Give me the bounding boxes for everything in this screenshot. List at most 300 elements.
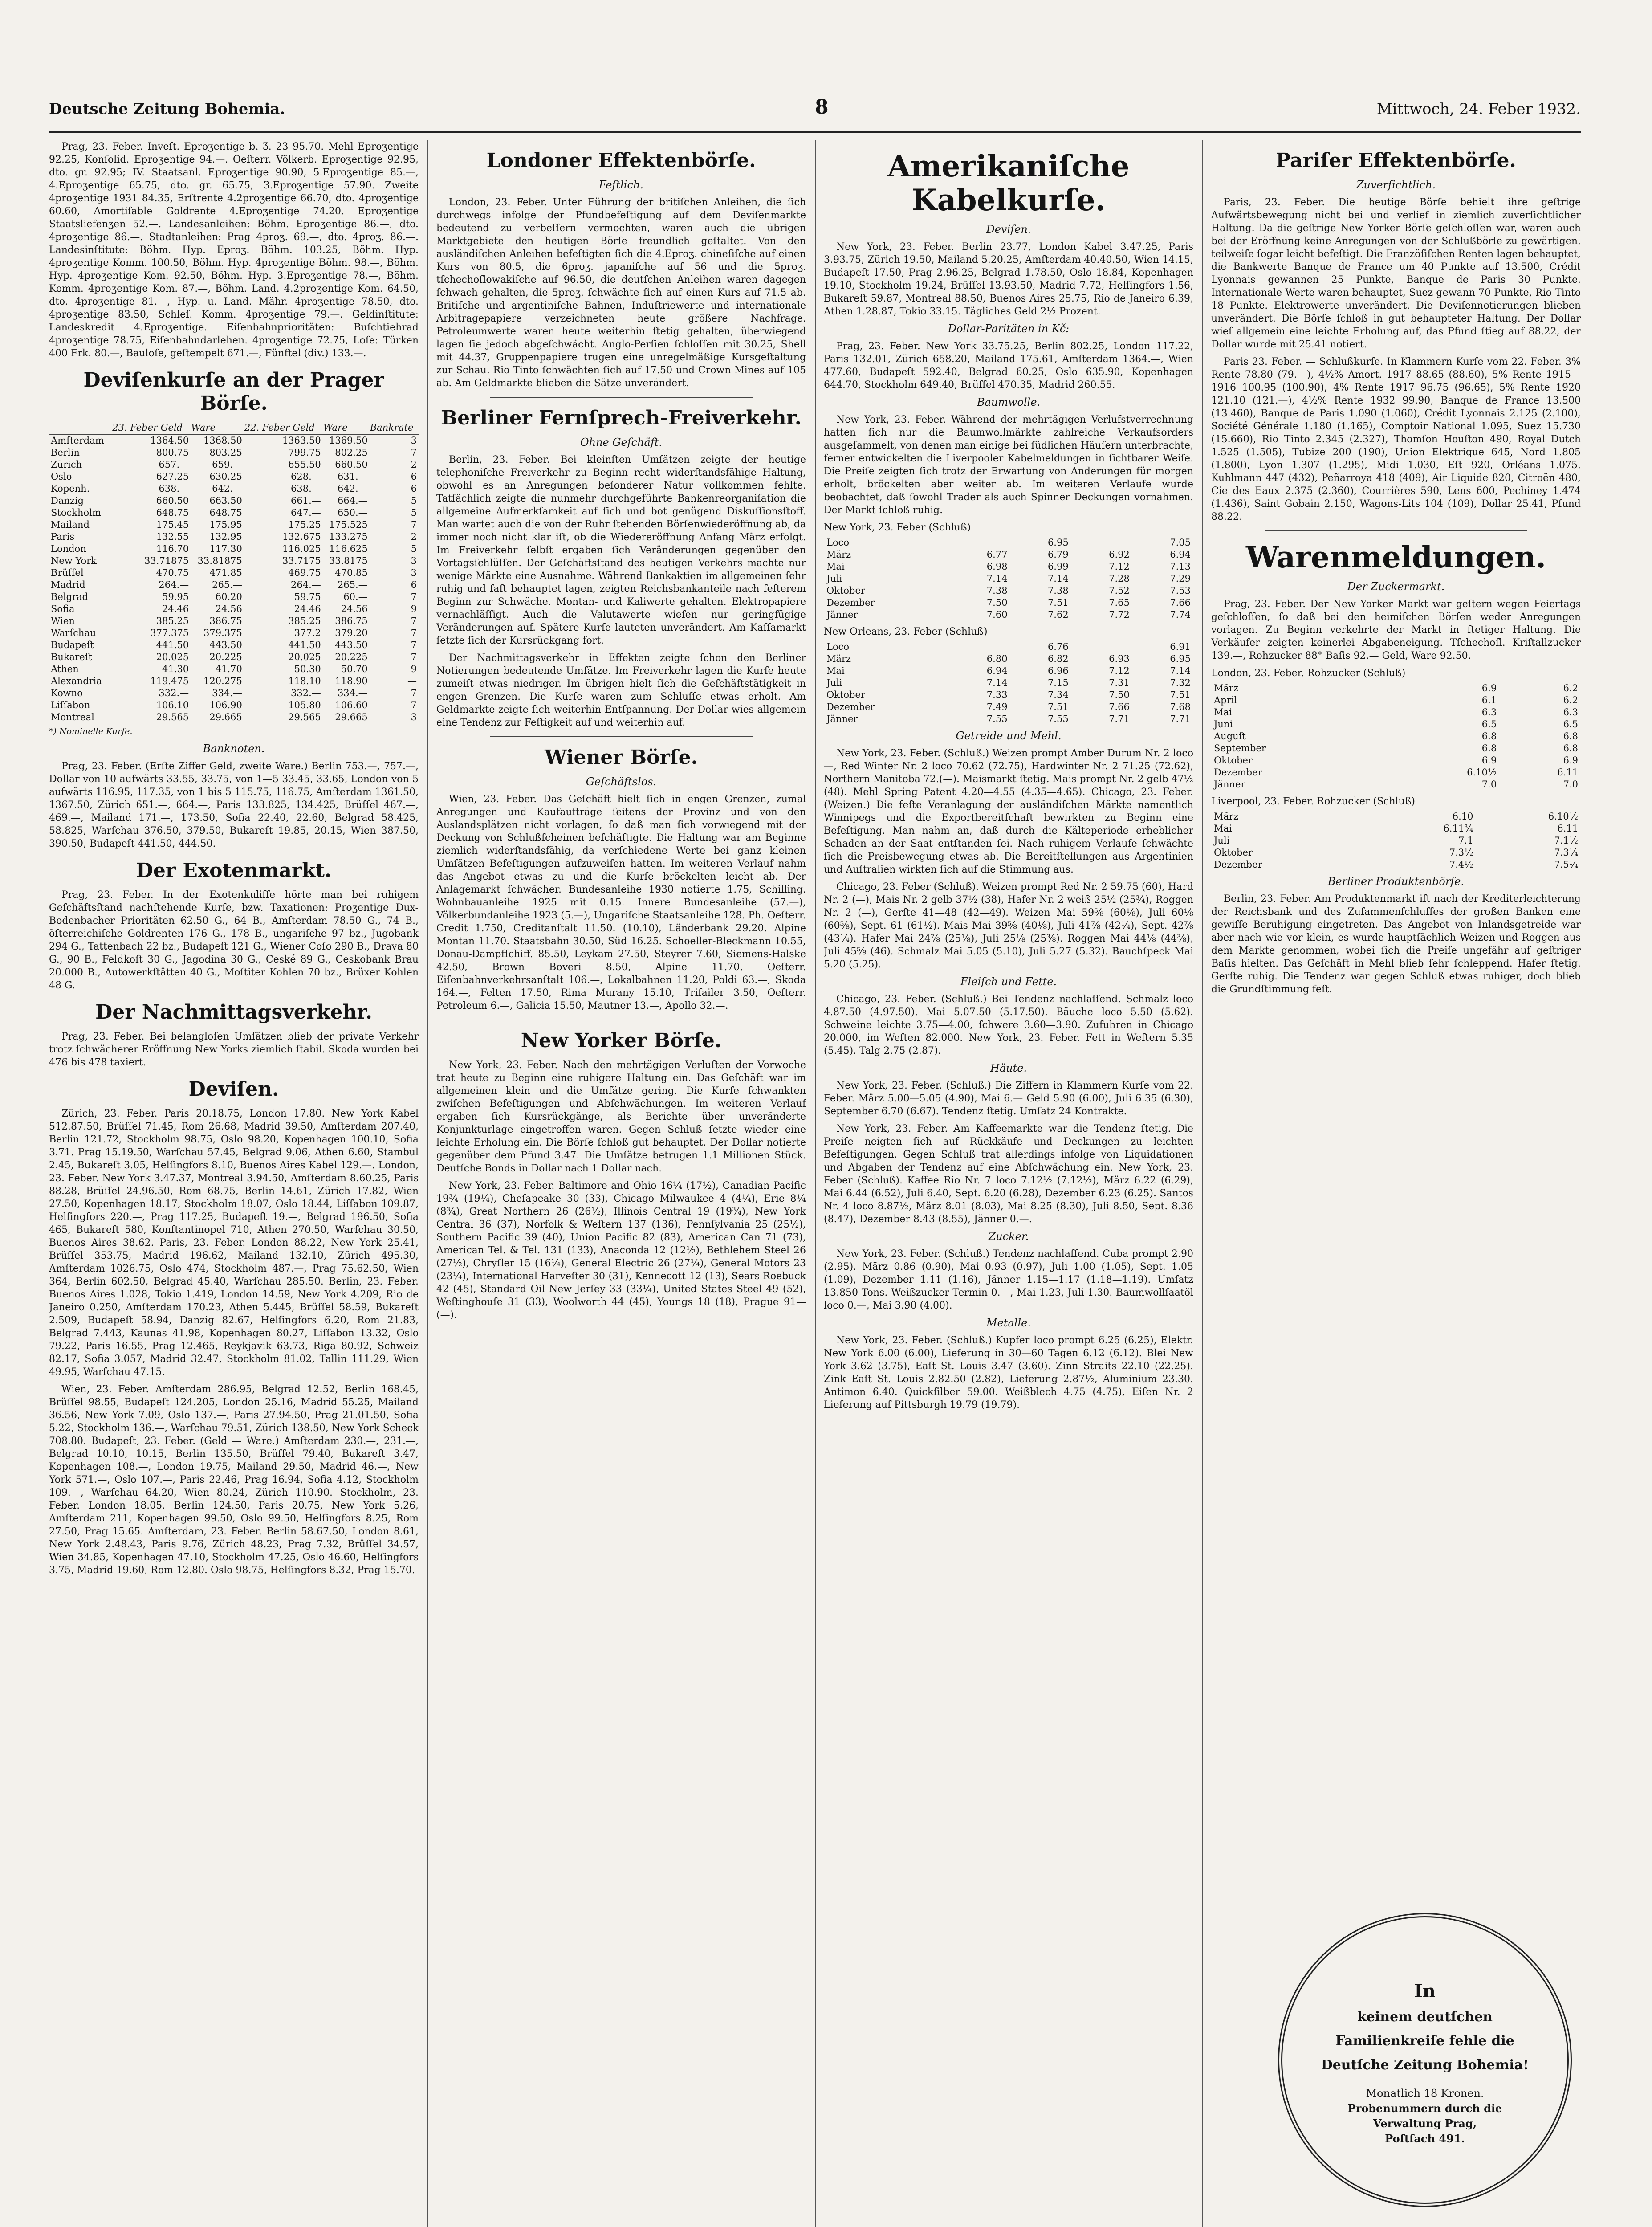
table-cell: 9 bbox=[411, 604, 417, 614]
table-row bbox=[824, 677, 1193, 689]
table-cell: 6.99 bbox=[1047, 561, 1069, 572]
table-cell: 6.10 bbox=[1452, 811, 1473, 822]
table-cell: 7.68 bbox=[1170, 702, 1191, 712]
table-cell: 7.29 bbox=[1170, 573, 1191, 584]
section-heading: New Yorker Börſe. bbox=[521, 1029, 722, 1052]
exchange-rates-table bbox=[49, 421, 419, 723]
table-cell: 7.4½ bbox=[1449, 859, 1473, 870]
table-cell: 379.20 bbox=[335, 628, 368, 638]
article-text: New York, 23. Feber. Am Kaffeemarkte war die Tendenz ſtetig. Die Preiſe neigten ſich auf Rückkäufe und Deckungen zu leichten Befeſtigungen. Gegen Schluß trat allerdings infolge von Liquidationen und Abgaben der Tendenz auf eine Abſchwächung ein. New York, 23. Feber (Schluß). Kaffee Rio Nr. 7 loco 7.12½ (7.12½), März 6.22 (6.29), Mai 6.44 (6.52), Juli 6.40, Sept. 6.20 (6.28), Dezember 6.23 (6.25). Santos Nr. 4 loco 8.87½, März 8.01 (8.03), Mai 8.25 (8.30), Juli 8.50, Sept. 8.36 (8.47), Dezember 8.43 (8.55), Jänner 0.—. bbox=[824, 1123, 1193, 1225]
table-cell: 118.90 bbox=[335, 676, 368, 686]
ad-line: In bbox=[1414, 1981, 1436, 2002]
table-cell: 660.50 bbox=[335, 459, 368, 470]
table-cell: Loco bbox=[826, 641, 849, 652]
table-cell: 6.91 bbox=[1170, 641, 1191, 652]
table-cell: 106.10 bbox=[156, 700, 189, 710]
table-cell: Sofia bbox=[51, 604, 75, 614]
table-cell: 7.53 bbox=[1170, 585, 1191, 596]
table-cell: 6.93 bbox=[1109, 653, 1130, 664]
table-row bbox=[1211, 847, 1581, 859]
table-row bbox=[824, 585, 1193, 597]
masthead-left: Deutsche Zeitung Bohemia. bbox=[49, 100, 285, 118]
article-text: New York, 23. Feber. Nach den mehrtägigen Verluſten der Vorwoche trat heute zu Beginn eine ruhigere Haltung ein. Das Geſchäft war im allgemeinen klein und die Umſätze gering. Die Kurſe ſchwankten zwiſchen Befeſtigungen und Abſchwächungen. Im weiteren Verlauf ergaben ſich Kursrückgänge, als Berichte über unveränderte Konjunkturlage eingetroffen waren. Gegen Schluß ſetzte wieder eine leichte Erholung ein. Die Börſe ſchloß gut behauptet. Der Dollar notierte gegenüber dem Pfund 3.47. Die Umſätze betrugen 1.1 Millionen Stück. Deutſche Bonds in Dollar nach 1 Dollar nach. bbox=[436, 1060, 806, 1174]
subsection-heading: Baumwolle. bbox=[977, 396, 1041, 408]
table-cell: 5 bbox=[411, 507, 417, 518]
column-3 bbox=[824, 140, 1193, 2227]
table-cell: 386.75 bbox=[209, 616, 242, 626]
table-row bbox=[49, 711, 419, 723]
table-cell: September bbox=[1214, 743, 1266, 754]
article-text: Chicago, 23. Feber (Schluß). Weizen prompt Red Nr. 2 59.75 (60), Hard Nr. 2 (—), Mais Nr. 2 gelb 37½ (38), Hafer Nr. 2 weiß 25½ (25¾), Roggen Nr. 2 (—), Gerſte 41—48 (42—49). Weizen Mai 59⅝ (60⅛), Juli 60⅛ (60⅝), Sept. 61 (61½). Mais Mai 39⅝ (40⅛), Juli 41⅞ (42¼), Sept. 42⅞ (43¼). Hafer Mai 24⅞ (25⅛), Juli 25⅛ (25⅜). Roggen Mai 44⅛ (44⅜), Juli 45⅝ (46). Schmalz Mai 5.05 (5.10), Juli 5.27 (5.32). Bauchſpeck Mai 5.20 (5.25). bbox=[824, 881, 1193, 970]
table-cell: 60.— bbox=[343, 591, 368, 602]
table-cell: 6.98 bbox=[986, 561, 1008, 572]
table-cell: 116.025 bbox=[282, 543, 321, 554]
table-row bbox=[49, 699, 419, 711]
subsection-heading: Metalle. bbox=[986, 1317, 1031, 1329]
table-cell: 7.74 bbox=[1170, 609, 1191, 620]
table-cell: 20.225 bbox=[209, 652, 242, 662]
table-cell: 7.3½ bbox=[1449, 847, 1473, 858]
table-cell: 6.10½ bbox=[1548, 811, 1578, 822]
table-cell: 647.— bbox=[291, 507, 321, 518]
table-cell: 6.3 bbox=[1563, 707, 1578, 718]
subsection-heading: Ohne Geſchäft. bbox=[580, 436, 663, 449]
table-cell: 116.70 bbox=[156, 543, 189, 554]
table-cell: Budapeſt bbox=[51, 640, 94, 650]
table-cell: 7.62 bbox=[1047, 609, 1069, 620]
table-cell: Athen bbox=[51, 664, 79, 674]
table-cell: 7.50 bbox=[986, 597, 1008, 608]
ad-line: Deutſche Zeitung Bohemia! bbox=[1321, 2057, 1529, 2073]
table-cell: 657.— bbox=[159, 459, 189, 470]
table-row bbox=[1211, 767, 1581, 779]
table-cell: Stockholm bbox=[51, 507, 101, 518]
table-cell: 6.77 bbox=[986, 549, 1008, 560]
subsection-heading: Häute. bbox=[990, 1062, 1027, 1074]
table-cell: 3 bbox=[411, 712, 417, 722]
table-cell: 7.14 bbox=[1047, 573, 1069, 584]
table-cell: 7.51 bbox=[1047, 702, 1069, 712]
table-cell: Kopenh. bbox=[51, 483, 90, 494]
article-text: Berlin, 23. Feber. Am Produktenmarkt iſt nach der Krediterleichterung der Reichsbank und des Zuſammenſchluſſes der großen Banken eine gewiſſe Beruhigung eingetreten. Das Angebot von Inlandsgetreide war aber nach wie vor klein, es wurde hauptſächlich Weizen und Roggen aus dem Markte genommen, wobei ſich die Preiſe ungefähr auf geſtriger Baſis hielten. Das Geſchäft in Mehl blieb ſehr ſchleppend. Hafer ſtetig. Gerſte ruhig. Die Tendenz war gegen Schluß etwas ruhiger, doch blieb die Grundſtimmung feſt. bbox=[1211, 893, 1581, 995]
table-cell: 7.38 bbox=[986, 585, 1008, 596]
table-cell: April bbox=[1214, 695, 1237, 706]
table-cell: 7.0 bbox=[1563, 779, 1578, 790]
table-row bbox=[49, 675, 419, 687]
table-cell: 29.565 bbox=[288, 712, 321, 722]
table-cell: 7.50 bbox=[1109, 689, 1130, 700]
subsection-heading: Deviſen. bbox=[986, 223, 1031, 236]
table-cell: 7.55 bbox=[1047, 714, 1069, 724]
table-footnote: *) Nominelle Kurſe. bbox=[49, 726, 133, 736]
table-row bbox=[824, 609, 1193, 621]
table-cell: Zürich bbox=[51, 459, 82, 470]
table-cell: 29.565 bbox=[156, 712, 189, 722]
table-cell: Kowno bbox=[51, 688, 83, 698]
table-cell: Auguſt bbox=[1214, 731, 1246, 742]
issue-date: Mittwoch, 24. Feber 1932. bbox=[1376, 100, 1581, 118]
table-cell: Danzig bbox=[51, 495, 84, 506]
table-cell: 6.11 bbox=[1557, 767, 1578, 778]
table-row bbox=[1211, 779, 1581, 791]
table-cell: Liſſabon bbox=[51, 700, 90, 710]
table-cell: 6.8 bbox=[1563, 731, 1578, 742]
table-cell: 655.50 bbox=[288, 459, 321, 470]
table-cell: 24.46 bbox=[162, 604, 189, 614]
table-cell: 24.46 bbox=[294, 604, 321, 614]
table-cell: 133.275 bbox=[329, 531, 368, 542]
column-header: 22. Feber Geld bbox=[244, 421, 323, 435]
table-row bbox=[49, 639, 419, 651]
table-row bbox=[49, 663, 419, 675]
column-divider bbox=[815, 140, 816, 2227]
table-cell: 7 bbox=[411, 519, 417, 530]
table-cell: 33.81875 bbox=[197, 555, 242, 566]
page-header bbox=[49, 96, 1581, 127]
table-cell: Dezember bbox=[1214, 767, 1262, 778]
table-cell: 7 bbox=[411, 640, 417, 650]
table-cell: 7.12 bbox=[1109, 665, 1130, 676]
table-cell: 642.— bbox=[337, 483, 368, 494]
column-1 bbox=[49, 140, 419, 2227]
article-text: New York, 23. Feber. (Schluß.) Weizen prompt Amber Durum Nr. 2 loco —, Red Winter Nr. 2 loco 70.62 (72.75), Hardwinter Nr. 2 71.25 (72.62), Northern Manitoba 72.(—). Maismarkt ſtetig. Mais prompt Nr. 2 gelb 47½ (48). Mehl Spring Patent 4.20—4.55 (4.35—4.65). Chicago, 23. Feber. (Weizen.) Die feſte Veranlagung der ausländiſchen Märkte namentlich Winnipegs und die Exportbereitſchaft bewirkten zu Beginn eine Befeſtigung. Man nahm an, daß durch die Kälteperiode erheblicher Schaden an der Saat entſtanden ſei. Nach ruhigem Verlaufe ſchwächte ſich die Preisbewegung etwas ab. Die Bereitſtellungen aus Argentinien und Auſtralien wirkten ſich auf die Stimmung aus. bbox=[824, 748, 1193, 875]
table-cell: 175.25 bbox=[288, 519, 321, 530]
table-cell: Mai bbox=[1214, 707, 1232, 718]
table-cell: 6.9 bbox=[1481, 755, 1497, 766]
table-row bbox=[1211, 811, 1581, 823]
table-cell: 6.94 bbox=[1170, 549, 1191, 560]
table-cell: 6.80 bbox=[986, 653, 1008, 664]
column-header: 23. Feber Geld bbox=[112, 421, 191, 435]
subsection-heading: Banknoten. bbox=[203, 742, 265, 755]
table-cell: 628.— bbox=[291, 471, 321, 482]
subsection-heading: Getreide und Mehl. bbox=[956, 730, 1062, 742]
article-text: New York, 23. Feber. Baltimore and Ohio 16¼ (17½), Canadian Pacific 19¾ (19¼), Cheſapeake 30 (33), Chicago Milwaukee 4 (4¼), Erie 8¼ (8¾), Great Northern 26 (26½), Illinois Central 19 (19¾), New York Central 36 (37), Norfolk & Weſtern 137 (136), Pennſylvania 25 (25½), Southern Pacific 39 (40), Union Pacific 82 (83), American Can 71 (73), American Tel. & Tel. 131 (133), Anaconda 12 (12½), Bethlehem Steel 26 (27½), Chryſler 15 (16¼), General Electric 26 (27¼), General Motors 23 (23¼), International Harveſter 30 (31), Kennecott 12 (13), Sears Roebuck 42 (45), Standard Oil New Jerſey 33 (33¼), United States Steel 49 (52), Weſtinghouſe 31 (33), Woolworth 44 (45), Youngs 18 (18), Prague 91—(—). bbox=[436, 1180, 806, 1321]
table-cell: 29.665 bbox=[335, 712, 368, 722]
table-row bbox=[824, 641, 1193, 653]
table-cell: Montreal bbox=[51, 712, 94, 722]
table-row bbox=[824, 549, 1193, 561]
subsection-heading: Der Zuckermarkt. bbox=[1347, 580, 1445, 593]
table-cell: 6.8 bbox=[1481, 731, 1497, 742]
table-row bbox=[824, 597, 1193, 609]
table-cell: Mai bbox=[1214, 823, 1232, 834]
table-cell: 2 bbox=[411, 459, 417, 470]
table-cell: 7.71 bbox=[1170, 714, 1191, 724]
table-cell: Oktober bbox=[1214, 847, 1253, 858]
table-cell bbox=[1071, 537, 1132, 549]
table-cell: 41.70 bbox=[215, 664, 242, 674]
table-cell: 33.8175 bbox=[329, 555, 368, 566]
table-cell: 7.34 bbox=[1047, 689, 1069, 700]
table-cell: 20.025 bbox=[156, 652, 189, 662]
table-cell: 175.95 bbox=[209, 519, 242, 530]
table-cell: 120.275 bbox=[203, 676, 242, 686]
table-cell bbox=[949, 537, 1010, 549]
table-cell: 385.25 bbox=[288, 616, 321, 626]
article-text: Wien, 23. Feber. Amſterdam 286.95, Belgrad 12.52, Berlin 168.45, Brüſſel 98.55, Budapeſt 124.205, London 25.16, Madrid 55.25, Mailand 36.56, New York 7.09, Oslo 137.—, Paris 27.94.50, Prag 21.01.50, Sofia 5.22, Stockholm 136.—, Warſchau 79.51, Zürich 138.50, New York Scheck 708.80. Budapeſt, 23. Feber. (Geld — Ware.) Amſterdam 230.—, 231.—, Belgrad 10.10, 10.15, Berlin 135.50, Brüſſel 79.40, Bukareſt 3.47, Kopenhagen 108.—, London 19.75, Mailand 29.50, Madrid 46.—, New York 571.—, Oslo 107.—, Paris 22.46, Prag 16.94, Sofia 4.12, Stockholm 109.—, Warſchau 64.20, Wien 80.24, Zürich 110.90. Stockholm, 23. Feber. London 18.05, Berlin 124.50, Paris 20.75, New York 5.26, Amſterdam 211, Kopenhagen 99.50, Oslo 99.50, Helſingfors 8.25, Rom 27.50, Prag 15.65. Amſterdam, 23. Feber. Berlin 58.67.50, London 8.61, New York 2.48.43, Paris 9.76, Zürich 48.23, Prag 7.32, Brüſſel 34.57, Wien 34.85, Kopenhagen 47.10, Stockholm 47.25, Oslo 46.60, Helſingfors 3.75, Madrid 19.60, Rom 12.80. Oslo 98.75, Helſingfors 8.32, Prag 15.70. bbox=[49, 1384, 419, 1576]
table-row bbox=[49, 543, 419, 555]
table-cell: 7 bbox=[411, 652, 417, 662]
table-cell: 650.— bbox=[337, 507, 368, 518]
table-cell: 41.30 bbox=[162, 664, 189, 674]
table-cell: 6.76 bbox=[1047, 641, 1069, 652]
table-cell: 627.25 bbox=[156, 471, 189, 482]
table-cell: 6 bbox=[411, 579, 417, 590]
table-cell: 7 bbox=[411, 700, 417, 710]
table-cell: 265.— bbox=[337, 579, 368, 590]
table-cell: 659.— bbox=[212, 459, 242, 470]
table-row bbox=[49, 495, 419, 507]
table-cell: Oktober bbox=[826, 585, 865, 596]
table-cell: 334.— bbox=[337, 688, 368, 698]
subsection-heading: Feſtlich. bbox=[599, 179, 643, 191]
table-cell: März bbox=[1214, 683, 1239, 693]
table-cell: 648.75 bbox=[156, 507, 189, 518]
table-cell: 9 bbox=[411, 664, 417, 674]
page-number: 8 bbox=[815, 96, 829, 118]
column-header bbox=[49, 421, 112, 435]
divider bbox=[490, 397, 753, 398]
table-cell: 20.025 bbox=[288, 652, 321, 662]
table-cell: 265.— bbox=[212, 579, 242, 590]
article-text: Prag, 23. Feber. Der New Yorker Markt war geſtern wegen Feiertags geſchloſſen, ſo daß bei den heimiſchen Börſen weder Anregungen vorlagen. Zu Beginn verkehrte der Markt in ſtetiger Haltung. Die Verkäufer zeigten keinerlei Abgabeneigung. Tſchechoſl. Kriſtallzucker 139.—, Rohzucker 88° Baſis 92.— Geld, Ware 92.50. bbox=[1211, 599, 1581, 661]
subsection-heading: Fleiſch und Fette. bbox=[960, 975, 1057, 988]
table-cell: 6.5 bbox=[1563, 719, 1578, 730]
table-cell: 7.28 bbox=[1109, 573, 1130, 584]
table-cell: 7.32 bbox=[1170, 677, 1191, 688]
table-cell: New York bbox=[51, 555, 97, 566]
table-cell: März bbox=[1214, 811, 1239, 822]
table-row bbox=[49, 459, 419, 471]
table-cell: 1369.50 bbox=[329, 435, 368, 446]
table-cell: 132.95 bbox=[209, 531, 242, 542]
table-cell: 24.56 bbox=[341, 604, 368, 614]
table-cell: Berlin bbox=[51, 447, 80, 458]
article-text: Zürich, 23. Feber. Paris 20.18.75, London 17.80. New York Kabel 512.87.50, Brüſſel 71.45, Rom 26.68, Madrid 39.50, Amſterdam 207.40, Berlin 121.72, Stockholm 98.75, Oslo 98.20, Kopenhagen 100.10, Sofia 3.71. Prag 15.19.50, Warſchau 57.45, Belgrad 9.06, Athen 6.60, Stambul 2.45, Bukareſt 3.05, Helſingfors 8.10, Buenos Aires Kabel 129.—. London, 23. Feber. New York 3.47.37, Montreal 3.94.50, Amſterdam 8.60.25, Paris 88.28, Brüſſel 24.96.50, Rom 68.75, Berlin 14.61, Zürich 17.82, Wien 27.50, Kopenhagen 18.17, Stockholm 18.07, Oslo 18.44, Liſſabon 109.87, Helſingfors 220.—, Prag 117.25, Budapeſt 19.—, Belgrad 196.50, Sofia 465, Bukareſt 580, Konſtantinopel 710, Athen 270.50, Warſchau 30.50, Buenos Aires 38.62. Paris, 23. Feber. London 88.22, New York 25.41, Brüſſel 353.75, Madrid 196.62, Mailand 132.10, Zürich 495.30, Amſterdam 1026.75, Oslo 474, Stockholm 487.—, Prag 75.62.50, Wien 364, Berlin 602.50, Belgrad 45.40, Warſchau 285.50. Berlin, 23. Feber. Buenos Aires 1.028, Tokio 1.419, London 14.59, New York 4.209, Rio de Janeiro 0.250, Amſterdam 170.23, Athen 5.445, Brüſſel 58.59, Bukareſt 2.509, Budapeſt 58.94, Danzig 82.67, Helſingfors 6.20, Rom 21.83, Belgrad 7.443, Kaunas 41.98, Kopenhagen 80.27, Liſſabon 13.32, Oslo 79.22, Paris 16.55, Prag 12.465, Reykjavik 63.73, Riga 80.92, Schweiz 82.17, Sofia 3.057, Madrid 32.47, Stockholm 81.02, Tallin 111.29, Wien 49.95, Warſchau 47.15. bbox=[49, 1108, 419, 1378]
table-cell: 379.375 bbox=[203, 628, 242, 638]
table-cell: 106.60 bbox=[335, 700, 368, 710]
table-cell: 7.12 bbox=[1109, 561, 1130, 572]
table-cell: 7.05 bbox=[1170, 537, 1191, 548]
table-row bbox=[1211, 823, 1581, 835]
table-cell: 6.2 bbox=[1563, 695, 1578, 706]
divider bbox=[1265, 530, 1527, 531]
cotton-table-neworleans bbox=[824, 641, 1193, 725]
table-cell: 7 bbox=[411, 616, 417, 626]
table-cell: 1364.50 bbox=[150, 435, 189, 446]
table-row bbox=[824, 689, 1193, 701]
table-cell: 7.51 bbox=[1170, 689, 1191, 700]
table-cell: 664.— bbox=[337, 495, 368, 506]
table-cell: 441.50 bbox=[156, 640, 189, 650]
column-header: Bankrate bbox=[370, 421, 419, 435]
table-cell: 33.7175 bbox=[282, 555, 321, 566]
table-cell: 7.55 bbox=[986, 714, 1008, 724]
article-text: Prag, 23. Feber. Inveſt. Eproʒentige b. Ʒ. 23 95.70. Mehl Eproʒentige 92.25, Konſolid. Eproʒentige 94.—. Oeſterr. Völkerb. Eproʒentige 92.95, dto. gr. 92.95; IV. Staatsanl. Eproʒentige 90.90, 5.Eproʒentige 85.—, 4.Eproʒentige 65.75, dto. gr. 65.75, 3.Eproʒentige 57.90. Zweite 4proʒentige 1931 84.35, Erſtrente 4.2proʒentige 66.70, dto. 4proʒentige 60.60, Amortiſable Goldrente 4.Eproʒentige 74.20. Eproʒentige Staatsliefenʒen 52.—. Landesanleihen: Böhm. Eproʒentige 86.—, dto. 4proʒentige 86.—. Stadtanleihen: Prag 4proʒ. 69.—, dto. 4proʒ. 86.—. Landesinſtitute: Böhm. Hyp. Eproʒ. Böhm. 103.25, Böhm. Hyp. 4proʒentige Komm. 100.50, Böhm. Hyp. 4proʒentige Böhm. 98.—, Böhm. Hyp. 4proʒentige Kom. 92.50, Böhm. Hyp. 3.Eproʒentige 78.—, Böhm. Komm. 4proʒentige Kom. 87.—, Böhm. Land. 4.2proʒentige Kom. 64.50, dto. 4proʒentige 81.—, Hyp. u. Land. Mähr. 4proʒentige 78.50, dto. 4proʒentige 83.50, Schleſ. Komm. 4proʒentige 79.—. Geldinſtitute: Landeskredit 4.Eproʒentige. Eiſenbahnprioritäten: Buſchtiehrad 4proʒentige 78.75, Eiſenbahndarlehen. 4proʒentige 72.75, Loſe: Türken 400 Frk. 80.—, Bauloſe, geſtempelt 671.—, Fünftel (div.) 133.—. bbox=[49, 141, 419, 359]
column-divider bbox=[1202, 140, 1203, 2227]
table-row bbox=[49, 555, 419, 567]
table-cell: 6.79 bbox=[1047, 549, 1069, 560]
section-heading: Der Exotenmarkt. bbox=[136, 859, 332, 882]
table-cell: Brüſſel bbox=[51, 567, 84, 578]
subsection-heading: Berliner Produktenbörſe. bbox=[1327, 875, 1465, 888]
table-row bbox=[49, 483, 419, 495]
article-text: New York, 23. Feber. (Schluß.) Tendenz nachlaſſend. Cuba prompt 2.90 (2.95). März 0.86 (0.90), Mai 0.93 (0.97), Juli 1.00 (1.05), Sept. 1.05 (1.09), Dezember 1.11 (1.16), Jänner 1.15—1.17 (1.18—1.19). Umſatz 13.850 Tons. Weißzucker Termin 0.—, Mai 1.23, Juli 1.30. Baumwollſaatöl loco 0.—, Mai 3.90 (4.00). bbox=[824, 1248, 1193, 1311]
table-cell: 105.80 bbox=[288, 700, 321, 710]
article-text: Chicago, 23. Feber. (Schluß.) Bei Tendenz nachlaſſend. Schmalz loco 4.87.50 (4.97.50), Mai 5.07.50 (5.17.50). Bäuche loco 5.50 (5.62). Schweine leichte 3.75—4.00, ſchwere 3.60—3.90. Zufuhren in Chicago 20.000, im Weſten 82.000. New York, 23. Feber. Fett in Weſtern 5.35 (5.45). Talg 2.75 (2.87). bbox=[824, 994, 1193, 1056]
ad-line: Monatlich 18 Kronen. bbox=[1366, 2087, 1484, 2100]
table-cell: 6.10½ bbox=[1467, 767, 1497, 778]
table-cell: 7.14 bbox=[986, 677, 1008, 688]
table-cell: Jänner bbox=[1214, 779, 1245, 790]
table-cell: 6.11 bbox=[1557, 823, 1578, 834]
section-heading: Der Nachmittagsverkehr. bbox=[95, 1001, 372, 1024]
header-rule bbox=[49, 131, 1581, 133]
table-cell: 175.45 bbox=[156, 519, 189, 530]
table-cell: Juli bbox=[826, 677, 842, 688]
column-divider bbox=[427, 140, 428, 2227]
cotton-table-newyork bbox=[824, 537, 1193, 621]
table-row bbox=[1211, 755, 1581, 767]
table-row bbox=[824, 701, 1193, 713]
table-cell: Oktober bbox=[1214, 755, 1253, 766]
table-cell: Jänner bbox=[826, 609, 858, 620]
table-cell: 7.60 bbox=[986, 609, 1008, 620]
table-cell: 50.70 bbox=[341, 664, 368, 674]
table-row bbox=[1211, 835, 1581, 847]
table-cell: 7.49 bbox=[986, 702, 1008, 712]
table-cell: 6.94 bbox=[986, 665, 1008, 676]
article-text: Berlin, 23. Feber. Bei kleinſten Umſätzen zeigte der heutige telephoniſche Freiverkehr zu Beginn recht widerſtandsfähige Haltung, obwohl es an Anregungen beſonderer Natur vollkommen fehlte. Tatſächlich zeigte die nunmehr durchgeführte Bankenreorganiſation die allgemeine Aufmerkſamkeit auf ſich und bot genügend Diskuſſionsſtoff. Man wartet auch die von der Ruhr ſtehenden Börſenwiederöffnung ab, da immer noch nicht klar iſt, ob die Wiedereröffnung Anfang März erfolgt. Im Freiverkehr ſelbſt ergaben ſich Veränderungen gegenüber den Vortagsſchlüſſen. Der Geſchäftsſtand des heutigen Verkehrs machte nur wenige Märkte eine Ausnahme. Während Bankaktien im allgemeinen ſehr ruhig und faſt behauptet lagen, zeigten Reichsbankanteile nach feſterem Beginn zur Schwäche. Montan- und Kaliwerte gehalten. Elektropapiere vernachläſſigt. Auch die Valutawerte wieſen nur geringfügige Veränderungen auf. Spätere Kurſe lauteten unverändert. Am Kaſſamarkt ſetzte ſich der Kursrückgang fort. bbox=[436, 454, 806, 646]
table-cell: 386.75 bbox=[335, 616, 368, 626]
table-cell: 7 bbox=[411, 591, 417, 602]
table-row bbox=[824, 713, 1193, 725]
subsection-heading: Geſchäftslos. bbox=[586, 775, 657, 788]
table-cell: 7.0 bbox=[1481, 779, 1497, 790]
table-row bbox=[49, 507, 419, 519]
article-text: Paris, 23. Feber. Die heutige Börſe behielt ihre geſtrige Aufwärtsbewegung nicht bei und verlief in ziemlich zuverſichtlicher Haltung. Da die geſtrige New Yorker Börſe geſchloſſen war, waren auch bei der Eröffnung keine Anregungen von der Schlußbörſe zu gewärtigen, teilweiſe ſogar leicht befeſtigt. Die Franzöſiſchen Renten lagen behauptet, die Bankwerte Banque de France um 40 Punkte auf 13.500, Crédit Lyonnais gewannen 25 Punkte, Banque de Paris 30 Punkte. Internationale Werte waren behauptet, Suez gewann 70 Punkte, Rio Tinto 18 Punkte. Elektrowerte unverändert. Die Deviſennotierungen blieben unverändert. Die Börſe ſchloß in gut behaupteter Haltung. Der Dollar wieſ allgemein eine leichte Erholung auf, das Pfund ſtieg auf 88.22, der Dollar wurde mit 25.41 notiert. bbox=[1211, 197, 1581, 350]
table-cell: 7 bbox=[411, 688, 417, 698]
table-row bbox=[49, 567, 419, 579]
table-row bbox=[1211, 706, 1581, 718]
table-row bbox=[49, 435, 419, 447]
table-cell: 7.14 bbox=[986, 573, 1008, 584]
article-text: Prag, 23. Feber. New York 33.75.25, Berlin 802.25, London 117.22, Paris 132.01, Zürich 658.20, Mailand 175.61, Amſterdam 1364.—, Wien 477.60, Budapeſt 592.40, Belgrad 60.25, Oslo 635.90, Kopenhagen 644.70, Stockholm 649.40, Brüſſel 470.35, Madrid 260.55. bbox=[824, 341, 1193, 391]
sugar-table-liverpool bbox=[1211, 811, 1581, 871]
table-cell: 377.375 bbox=[150, 628, 189, 638]
table-caption: New Orleans, 23. Feber (Schluß) bbox=[824, 626, 988, 637]
table-cell: 20.225 bbox=[335, 652, 368, 662]
table-row bbox=[49, 591, 419, 603]
table-cell: 264.— bbox=[291, 579, 321, 590]
table-cell: 663.50 bbox=[209, 495, 242, 506]
table-cell: Bukareſt bbox=[51, 652, 92, 662]
table-cell: 59.95 bbox=[162, 591, 189, 602]
article-text: Prag, 23. Feber. Bei belangloſen Umſätzen blieb der private Verkehr trotz ſchwächerer Eröffnung New Yorks ziemlich ſtabil. Skoda wurden bei 476 bis 478 taxiert. bbox=[49, 1031, 419, 1068]
column-header: Ware bbox=[323, 421, 370, 435]
table-cell: 443.50 bbox=[209, 640, 242, 650]
ad-line: keinem deutſchen bbox=[1357, 2009, 1493, 2025]
table-cell: 332.— bbox=[159, 688, 189, 698]
table-cell: 7.3¼ bbox=[1554, 847, 1578, 858]
table-cell: 7.33 bbox=[986, 689, 1008, 700]
table-cell: 802.25 bbox=[335, 447, 368, 458]
table-cell: Juli bbox=[1214, 835, 1230, 846]
table-cell: 661.— bbox=[291, 495, 321, 506]
table-row bbox=[824, 561, 1193, 573]
table-cell bbox=[949, 641, 1010, 653]
table-row bbox=[49, 603, 419, 615]
table-row bbox=[824, 573, 1193, 585]
table-caption: London, 23. Feber. Rohzucker (Schluß) bbox=[1211, 668, 1406, 679]
table-row bbox=[49, 615, 419, 627]
table-cell: Juni bbox=[1214, 719, 1233, 730]
subsection-heading: Zucker. bbox=[988, 1230, 1029, 1243]
table-row bbox=[49, 447, 419, 459]
section-heading: Londoner Effektenbörſe. bbox=[486, 149, 756, 172]
table-cell: 50.30 bbox=[294, 664, 321, 674]
table-cell: 469.75 bbox=[288, 567, 321, 578]
section-heading: Amerikaniſche Kabelkurſe. bbox=[887, 149, 1130, 217]
table-cell: 132.55 bbox=[156, 531, 189, 542]
table-cell: 24.56 bbox=[215, 604, 242, 614]
subsection-heading: Zuverſichtlich. bbox=[1356, 179, 1436, 191]
table-row bbox=[824, 665, 1193, 677]
table-cell: 7.1½ bbox=[1554, 835, 1578, 846]
table-cell: 642.— bbox=[212, 483, 242, 494]
article-text: New York, 23. Feber. (Schluß.) Die Ziffern in Klammern Kurſe vom 22. Feber. März 5.00—5.05 (4.90), Mai 6.— Geld 5.90 (6.00), Juli 6.35 (6.30), September 6.70 (6.67). Tendenz ſtetig. Umſatz 24 Kontrakte. bbox=[824, 1080, 1193, 1117]
table-cell: Belgrad bbox=[51, 591, 89, 602]
table-cell: 6.8 bbox=[1563, 743, 1578, 754]
column-2 bbox=[436, 140, 806, 2227]
table-cell: — bbox=[407, 676, 417, 686]
table-cell: 6.8 bbox=[1481, 743, 1497, 754]
table-row bbox=[49, 627, 419, 639]
table-cell: 648.75 bbox=[209, 507, 242, 518]
table-row bbox=[824, 653, 1193, 665]
table-row bbox=[49, 471, 419, 483]
table-cell: 7.51 bbox=[1047, 597, 1069, 608]
table-cell: 175.525 bbox=[329, 519, 368, 530]
table-cell: 377.2 bbox=[294, 628, 321, 638]
table-row bbox=[49, 519, 419, 531]
table-row bbox=[1211, 682, 1581, 694]
table-cell: März bbox=[826, 549, 851, 560]
table-row bbox=[1211, 694, 1581, 706]
table-cell: Dezember bbox=[1214, 859, 1262, 870]
table-cell: 33.71875 bbox=[144, 555, 189, 566]
table-row bbox=[1211, 742, 1581, 755]
table-header-row bbox=[49, 421, 419, 435]
table-cell: Warſchau bbox=[51, 628, 96, 638]
table-cell: 7.52 bbox=[1109, 585, 1130, 596]
article-text: Prag, 23. Feber. In der Exotenkuliſſe hörte man bei ruhigem Geſchäftsſtand nachſtehende Kurſe, bzw. Taxationen: Proʒentige Dux-Bodenbacher Prioritäten 62.50 G., 64 B., Amſterdam 78.50 G., 74 B., öſterreichiſche Goldrenten 176 G., 178 B., ungariſche 97 bz., Jugobank 294 G., Tattenbach 22 bz., Budapeſt 121 G., Wiener Coſo 290 B., Drava 80 G., 90 B., Feldkoſt 30 G., Jagodina 30 G., Ceské 89 G., Ceskobank Brau 20.000 B., Autowerkſtätten 40 G., Moſtiter Kohlen 70 bz., Brüxer Kohlen 48 G. bbox=[49, 889, 419, 991]
table-cell: 332.— bbox=[291, 688, 321, 698]
table-cell: 7 bbox=[411, 628, 417, 638]
table-cell: Loco bbox=[826, 537, 849, 548]
table-row bbox=[49, 579, 419, 591]
table-cell: März bbox=[826, 653, 851, 664]
table-cell: 7.31 bbox=[1109, 677, 1130, 688]
table-cell: 3 bbox=[411, 435, 417, 446]
table-cell: 470.85 bbox=[335, 567, 368, 578]
table-cell: Oslo bbox=[51, 471, 72, 482]
table-cell: 59.75 bbox=[294, 591, 321, 602]
table-cell: 6.95 bbox=[1047, 537, 1069, 548]
article-text: London, 23. Feber. Unter Führung der britiſchen Anleihen, die ſich durchwegs infolge der Pfundbefeſtigung auf dem Deviſenmarkte bedeutend zu verbeſſern vermochten, waren auch die übrigen Marktgebiete den heutigen Börſe freundlich geſtaltet. Von den ausländiſchen Anleihen befeſtigten ſich die 4.Eproʒ. chineſiſche auf einen Kurs von 80.5, die 6proʒ. japaniſche auf 56 und die 5proʒ. tſchechoſlowakiſche auf 96.50, die deutſchen Anleihen waren dagegen ſchwach gehalten, die 5proʒ. ſchwächte ſich auf einen Kurs auf 71.5 ab. Britiſche und argentiniſche Bahnen, Induſtriewerte und internationale Arbitragepapiere verzeichneten heute größere Nachfrage. Petroleumwerte waren heute weiterhin ſtetig gehalten, überwiegend lagen ſie jedoch abgeſchwächt. Anglo-Perſien ſchloſſen mit 30.25, Shell mit 44.37, Gruppenpapiere trugen eine unregelmäßige Kursgeſtaltung zur Schau. Rio Tinto ſchwächten ſich auf 17.50 und Crown Mines auf 105 ab. Am Geldmarkte blieben die Sätze unverändert. bbox=[436, 197, 806, 389]
table-cell: Wien bbox=[51, 616, 75, 626]
